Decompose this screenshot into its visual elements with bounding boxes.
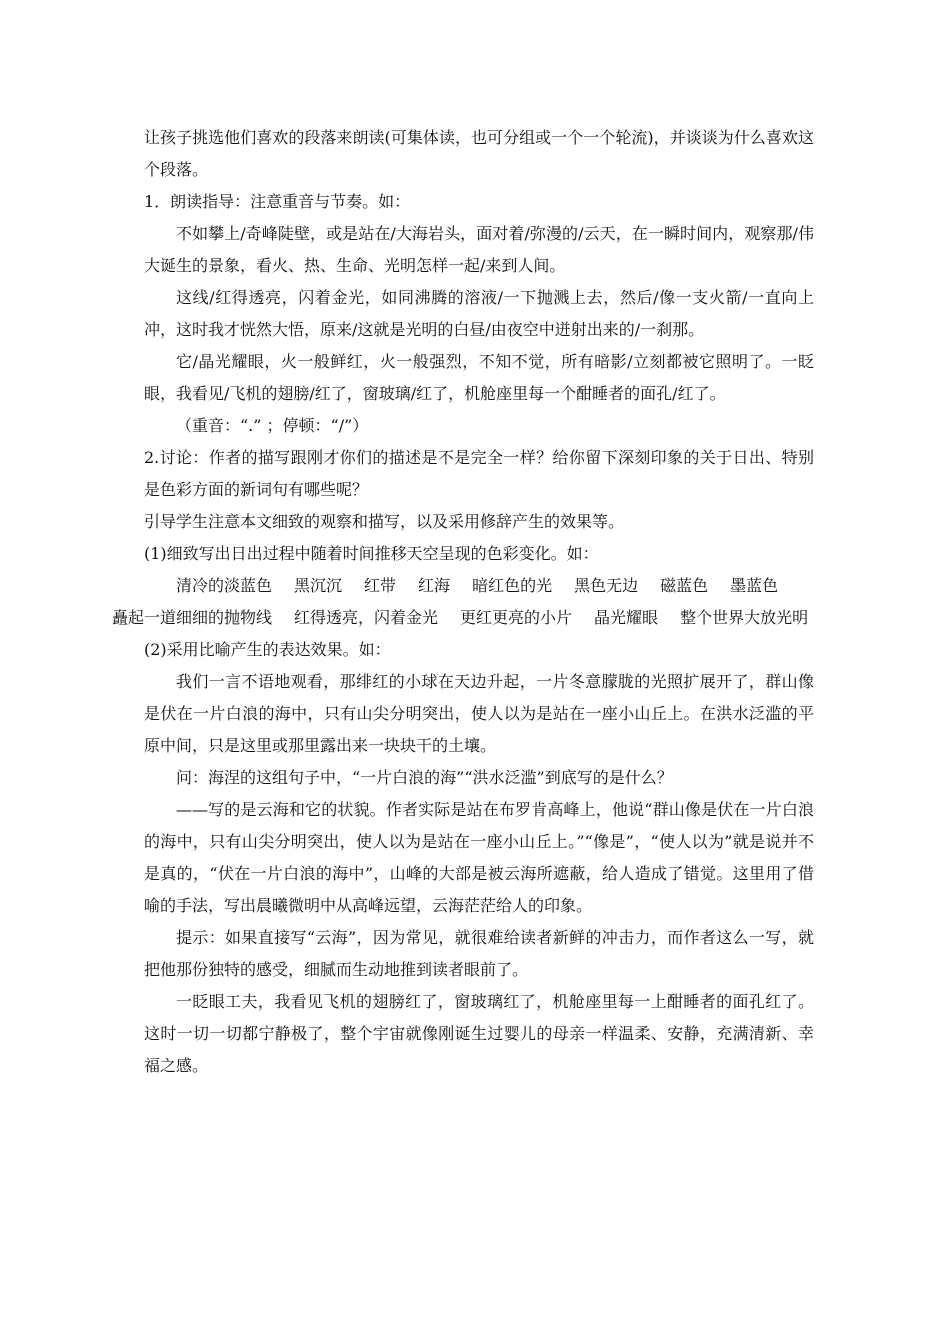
color-word: 黑色无边 [574, 576, 639, 595]
document-body [112, 122, 814, 1082]
color-word: 黑沉沉 [294, 576, 343, 595]
reading-guide-heading: 1．朗读指导：注意重音与节奏。如： [144, 192, 411, 211]
color-word: 墨蓝色 [730, 576, 779, 595]
closing-paragraph: 一眨眼工夫，我看见飞机的翅膀红了，窗玻璃红了，机舱座里每一上酣睡者的面孔红了。这时一切一切都宁静极了，整个宇宙就像刚诞生过婴儿的母亲一样温柔、安静，充满清新、幸福之感。 [144, 992, 814, 1075]
discussion-heading: 2.讨论：作者的描写跟刚才你们的描述是不是完全一样？给你留下深刻印象的关于日出、特别是色彩方面的新词句有哪些呢？ [144, 448, 814, 499]
hint-paragraph: 提示：如果直接写“云海”，因为常见，就很难给读者新鲜的冲击力，而作者这么一写，就把他那份独特的感受，细腻而生动地推到读者眼前了。 [144, 928, 814, 979]
reading-example-2: 这线/红得透亮，闪着金光，如同沸腾的溶液/一下抛溅上去，然后/像一支火箭/一直向上冲，这时我才恍然大悟，原来/这就是光明的白昼/由夜空中迸射出来的/一刹那。 [144, 288, 814, 339]
guidance-paragraph: 引导学生注意本文细致的观察和描写，以及采用修辞产生的效果等。 [144, 512, 625, 531]
color-word: 磁蓝色 [660, 576, 709, 595]
color-word: 矗起一道细细的抛物线 [112, 608, 273, 627]
intro-paragraph: 让孩子挑选他们喜欢的段落来朗读(可集体读，也可分组或一个一个轮流)，并谈谈为什么喜欢这个段落。 [144, 128, 814, 179]
reading-example-3: 它/晶光耀眼，火一般鲜红，火一般强烈，不知不觉，所有暗影/立刻都被它照明了。一眨眼，我看见/飞机的翅膀/红了，窗玻璃/红了，机舱座里每一个酣睡者的面孔/红了。 [144, 352, 814, 403]
color-word: 红带 [364, 576, 397, 595]
metaphor-heading: (2)采用比喻产生的表达效果。如： [144, 640, 391, 659]
color-word: 更红更亮的小片 [460, 608, 573, 627]
color-word: 红得透亮，闪着金光 [294, 608, 439, 627]
color-word: 红海 [418, 576, 451, 595]
question-paragraph: 问：海涅的这组句子中，“一片白浪的海”“洪水泛滥”到底写的是什么？ [176, 768, 673, 787]
color-word: 整个世界大放光明 [680, 608, 809, 627]
color-word: 清冷的淡蓝色 [176, 576, 273, 595]
reading-example-1: 不如攀上/奇峰陡壁，或是站在/大海岩头，面对着/弥漫的/云天，在一瞬时间内，观察那/伟大诞生的景象，看火、热、生命、光明怎样一起/来到人间。 [144, 224, 814, 275]
color-word: 暗红色的光 [472, 576, 553, 595]
color-words-list [112, 570, 814, 634]
color-change-heading: (1)细致写出日出过程中随着时间推移天空呈现的色彩变化。如： [144, 544, 599, 563]
answer-paragraph: ——写的是云海和它的状貌。作者实际是站在布罗肯高峰上，他说“群山像是伏在一片白浪的海中，只有山尖分明突出，使人以为是站在一座小山丘上。”“像是”，“使人以为”就是说并不是真的，“伏在一片白浪的海中”，山峰的大部是被云海所遮蔽，给人造成了错觉。这里用了借喻的手法，写出晨曦微明中从高峰远望，云海茫茫给人的印象。 [144, 800, 814, 915]
stress-pause-legend: （重音：“.” ；停顿：“/”） [176, 416, 369, 435]
metaphor-example: 我们一言不语地观看，那绯红的小球在天边升起，一片冬意朦胧的光照扩展开了，群山像是伏在一片白浪的海中，只有山尖分明突出，使人以为是站在一座小山丘上。在洪水泛滥的平原中间，只是这里或那里露出来一块块干的土壤。 [144, 672, 814, 755]
color-word: 晶光耀眼 [594, 608, 659, 627]
